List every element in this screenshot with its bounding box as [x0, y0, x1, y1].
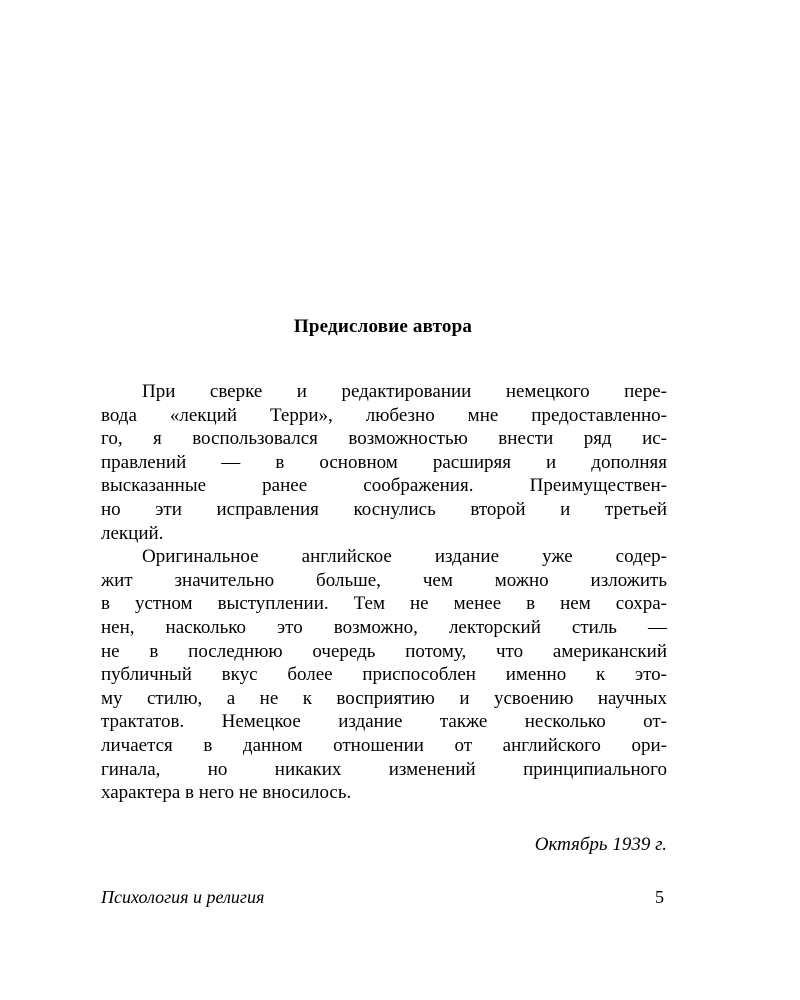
text-line: Оригинальное английское издание уже содер-: [142, 546, 667, 568]
text-line: жит значительно больше, чем можно изложить: [101, 569, 667, 591]
paragraph-2: [101, 545, 667, 805]
preface-body: [101, 380, 667, 805]
text-line: не в последнюю очередь потому, что американский: [101, 640, 667, 662]
text-line: в устном выступлении. Тем не менее в нем сохра-: [101, 593, 667, 615]
text-line: публичный вкус более приспособлен именно к это-: [101, 664, 667, 686]
text-line: При сверке и редактировании немецкого пере-: [142, 381, 667, 402]
paragraph-1: [101, 380, 667, 545]
page-heading: Предисловие автора: [293, 316, 473, 337]
text-line: вода «лекций Терри», любезно мне предоставленно-: [101, 404, 667, 426]
text-line: лекций.: [101, 522, 164, 544]
text-line: нен, насколько это возможно, лекторский стиль —: [101, 616, 667, 638]
text-line: го, я воспользовался возможностью внести ряд ис-: [101, 428, 667, 450]
preface-date: Октябрь 1939 г.: [534, 834, 667, 855]
text-line: трактатов. Немецкое издание также несколько от-: [101, 711, 667, 733]
text-line: гинала, но никаких изменений принципиального: [101, 758, 667, 780]
page-footer: [101, 886, 664, 910]
text-line: высказанные ранее соображения. Преимуществен-: [101, 475, 667, 497]
text-line: но эти исправления коснулись второй и третьей: [101, 498, 667, 520]
running-title: Психология и религия: [101, 887, 265, 907]
page-number: 5: [655, 887, 664, 907]
text-line: правлений — в основном расширяя и дополняя: [101, 451, 667, 473]
text-line: му стилю, а не к восприятию и усвоению научных: [101, 687, 667, 709]
text-line: личается в данном отношении от английского ори-: [101, 734, 667, 756]
text-line: характера в него не вносилось.: [101, 782, 352, 804]
